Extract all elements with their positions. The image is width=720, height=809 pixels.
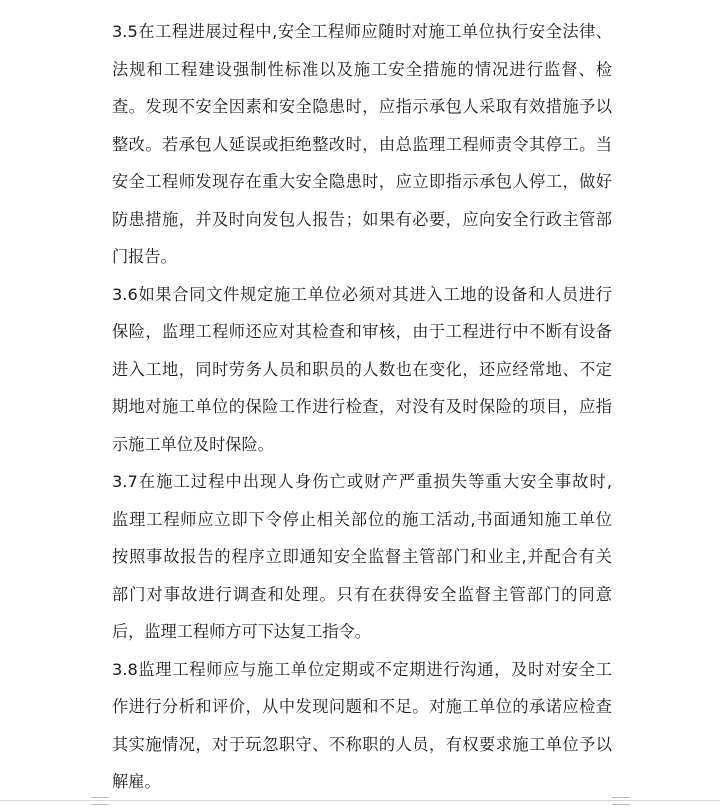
paragraph-3-8 [112,651,612,801]
text-line: 查。发现不安全因素和安全隐患时，应指示承包人采取有效措施予以 [112,97,612,116]
text-line: 门报告。 [112,247,177,266]
text-line: 安全工程师发现存在重大安全隐患时，应立即指示承包人停工，做好 [112,172,612,191]
text-line: 3.5在工程进展过程中,安全工程师应随时对施工单位执行安全法律、 [112,22,612,41]
text-line: 3.8监理工程师应与施工单位定期或不定期进行沟通，及时对安全工 [112,659,612,679]
paragraph-3-5 [112,13,612,276]
paragraph-text [112,651,612,801]
right-margin-mark [612,797,630,805]
text-line: 部门对事故进行调查和处理。只有在获得安全监督主管部门的同意 [112,584,612,604]
text-line: 监理工程师应立即下令停止相关部位的施工活动,书面通知施工单位 [112,509,612,529]
text-line: 其实施情况，对于玩忽职守、不称职的人员，有权要求施工单位予以 [112,734,612,754]
text-line: 进入工地，同时劳务人员和职员的人数也在变化，还应经常地、不定 [112,359,612,379]
text-line: 保险，监理工程师还应对其检查和审核，由于工程进行中不断有设备 [112,322,612,341]
paragraph-text [112,463,612,651]
document-body [112,13,612,801]
text-line: 防患措施，并及时向发包人报告；如果有必要，应向安全行政主管部 [112,209,612,229]
text-line: 后，监理工程师方可下达复工指令。 [112,622,371,641]
text-line: 3.7在施工过程中出现人身伤亡或财产严重损失等重大安全事故时, [112,472,612,491]
paragraph-text [112,13,612,276]
text-line: 解雇。 [112,772,161,791]
text-line: 整改。若承包人延误或拒绝整改时，由总监理工程师责令其停工。当 [112,134,612,154]
text-line: 期地对施工单位的保险工作进行检查，对没有及时保险的项目，应指 [112,397,612,416]
paragraph-3-7 [112,463,612,651]
text-line: 3.6如果合同文件规定施工单位必须对其进入工地的设备和人员进行 [112,284,612,304]
paragraph-text [112,276,612,464]
text-line: 示施工单位及时保险。 [112,434,274,454]
left-margin-mark [91,797,109,805]
text-line: 法规和工程建设强制性标准以及施工安全措施的情况进行监督、检 [112,59,612,79]
text-line: 按照事故报告的程序立即通知安全监督主管部门和业主,并配合有关 [112,547,612,566]
text-line: 作进行分析和评价，从中发现问题和不足。对施工单位的承诺应检查 [112,697,612,716]
paragraph-3-6 [112,276,612,464]
